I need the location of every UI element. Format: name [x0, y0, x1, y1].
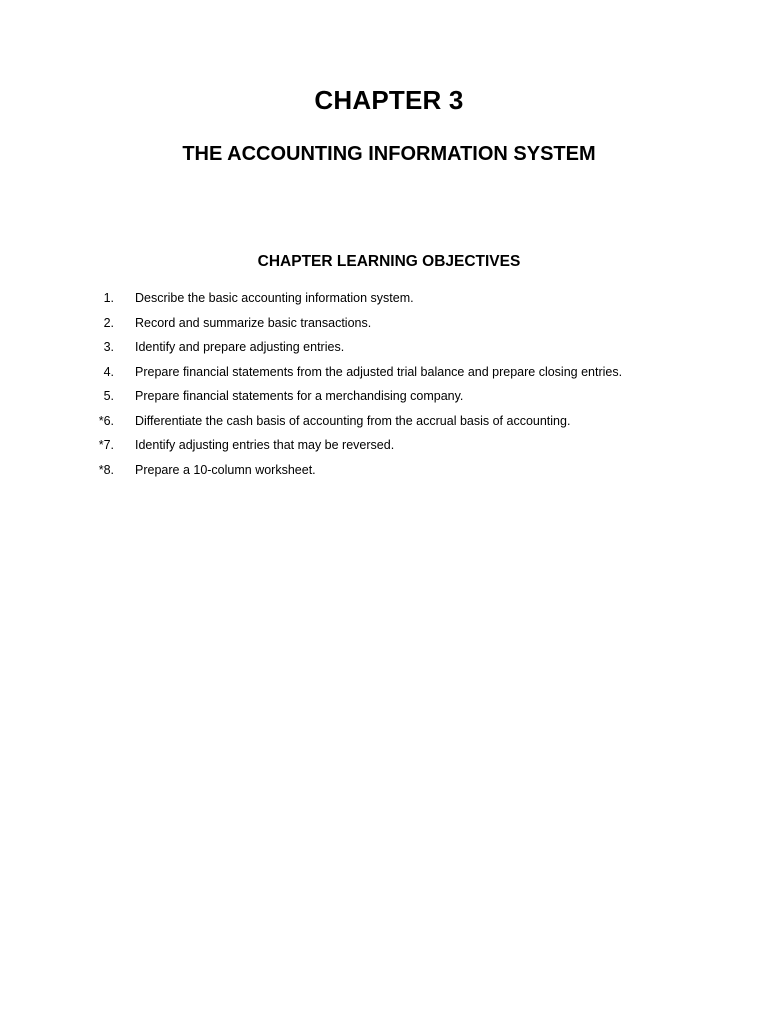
objective-item: [80, 335, 700, 360]
objective-text: Record and summarize basic transactions.: [135, 315, 372, 330]
objective-item: [80, 433, 700, 458]
section-heading: CHAPTER LEARNING OBJECTIVES: [257, 253, 521, 270]
objective-text: Prepare financial statements from the adjusted trial balance and prepare closing entries.: [135, 364, 623, 379]
objective-number: *6.: [98, 413, 114, 428]
objective-number: 5.: [103, 389, 114, 404]
objective-item: [80, 286, 700, 311]
objective-number: 1.: [103, 291, 114, 306]
chapter-number: CHAPTER 3: [314, 85, 464, 115]
objective-number: 3.: [103, 340, 114, 355]
chapter-title: THE ACCOUNTING INFORMATION SYSTEM: [182, 143, 596, 165]
objective-item: [80, 458, 700, 483]
objective-item: [80, 360, 700, 385]
objectives-list: [80, 286, 700, 482]
objective-number: *8.: [98, 462, 114, 477]
objective-number: 4.: [103, 364, 114, 379]
objective-item: [80, 311, 700, 336]
objective-text: Prepare a 10-column worksheet.: [135, 462, 316, 477]
objective-item: [80, 384, 700, 409]
objective-text: Identify adjusting entries that may be reversed.: [135, 438, 395, 453]
objective-text: Differentiate the cash basis of accounting from the accrual basis of accounting.: [135, 413, 571, 428]
objective-number: 2.: [103, 315, 114, 330]
objective-text: Describe the basic accounting information system.: [135, 291, 414, 306]
objective-text: Prepare financial statements for a merchandising company.: [135, 389, 464, 404]
objective-text: Identify and prepare adjusting entries.: [135, 340, 345, 355]
objective-item: [80, 409, 700, 434]
objective-number: *7.: [98, 438, 114, 453]
